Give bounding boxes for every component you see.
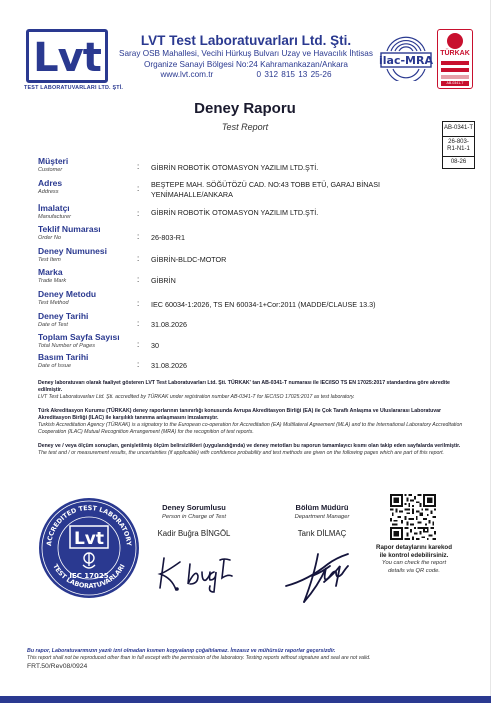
field-test-item-value: GİBRİN-BLDC-MOTOR <box>151 255 227 264</box>
svg-text:TEST LABORATUVARLARI: TEST LABORATUVARLARI <box>51 562 127 591</box>
report-codes-box <box>442 121 475 169</box>
signature-subtitle: Department Manager <box>294 514 350 520</box>
note-results: Deney ve / veya ölçüm sonuçları, genişletilmiş ölçüm belirsizlikleri (uygulandığında) ve deney metotları bu raporun tamamlayıcı kısmı olan takip eden sayfalarda verilmiştir. The test and / or measurement results, the uncertainties (if applicable) with confidence probability and test methods are given on the following pages which are part of this report. <box>38 443 461 456</box>
field-address-value: BEŞTEPE MAH. SÖĞÜTÖZÜ CAD. NO:43 TOBB ETÜ, GARAJ BİNASI YENİMAHALLE/ANKARA <box>151 180 380 199</box>
field-issue-date-value: 31.08.2026 <box>151 361 187 370</box>
company-address-line2: Organize Sanayi Bölgesi No:24 Kahramankazan/Ankara <box>144 59 348 69</box>
note-accreditation: Deney laboratuvarı olarak faaliyet gösteren LVT Test Laboratuvarları Ltd. Şti. TÜRKAK' tan AB-0341-T numarası ile IEC/ISO TS EN 17025:2017 standardına göre akredite edilmiştir. LVT Test Laboratuvarları Ltd. Şti. accredited by TÜRKAK under registration number AB-0341-T for IEC/ISO 17025:2017 as test laboratory. <box>38 380 450 400</box>
signatory-name: Kadir Buğra BİNGÖL <box>157 529 231 538</box>
footer-warning-en: This report shall not be reproduced other than in full except with the permission of the laboratory. Testing reports without signature and seal are not valid. <box>27 655 371 661</box>
signature-title: Deney Sorumlusu <box>162 503 226 512</box>
company-name: LVT Test Laboratuvarları Ltd. Şti. <box>140 33 352 48</box>
company-address-line1: Saray OSB Mahallesi, Vecihi Hürkuş Bulvarı Uzay ve Havacılık İhtisas <box>119 49 373 58</box>
qr-caption-tr: Rapor detaylarını karekod ile kontrol edebilirsiniz. <box>376 544 452 559</box>
company-phone: 0 312 815 13 25-26 <box>256 70 332 79</box>
field-test-date-value: 31.08.2026 <box>151 320 187 329</box>
report-date-code: 08-26 <box>443 156 474 169</box>
signature-block-department-manager <box>267 503 377 538</box>
note-recognition: Türk Akreditasyon Kurumu (TÜRKAK) deney raporlarının tanınırlığı konusunda Avrupa Akreditasyon Birliği (EA) ile Çok Taraflı Anlaşma ve Uluslararası Laboratuvar Akreditasyon Birliği (ILAC) ile karşılıklı tanınma anlaşmasını imzalamıştır. Turkish Accreditation Agency (TÜRKAK) is a signatory to the European co-operation for Accreditation (EA) Multilateral Agreement (MLA) and to the International Laboratory Accreditation Cooperation (ILAC) Mutual Recognition Arrangement (MRA) for the recognition of test reports. <box>38 408 463 435</box>
turkak-emblem-icon <box>447 33 463 49</box>
qr-code-caption <box>376 544 452 575</box>
ilac-mra-logo <box>379 29 433 81</box>
signature-subtitle: Person in Charge of Test <box>162 514 226 520</box>
laboratory-seal-stamp <box>37 496 141 600</box>
handwritten-signature-1 <box>150 552 240 594</box>
signature-title: Bölüm Müdürü <box>295 503 349 512</box>
svg-text:ACCREDITED TEST LABORATORY: ACCREDITED TEST LABORATORY <box>45 503 133 547</box>
company-info <box>118 33 374 81</box>
footer-warning-tr: Bu rapor, Laboratuvarımızın yazılı izni olmadan kısmen kopyalanıp çoğaltılamaz. İmzasız ve mühürsüz raporlar geçersizdir. <box>27 648 336 654</box>
accreditation-notes <box>38 380 470 464</box>
field-test-method-value: IEC 60034-1:2026, TS EN 60034-1+Cor:2011 (MADDE/CLAUSE 13.3) <box>151 300 376 309</box>
accreditation-code: AB-0341-T <box>444 125 474 131</box>
lvt-logo-subtitle: TEST LABORATUVARLARI LTD. ŞTİ. <box>24 85 124 91</box>
signatory-name: Tarık DİLMAÇ <box>297 529 347 538</box>
field-customer-value: GİBRİN ROBOTİK OTOMASYON YAZILIM LTD.ŞTİ. <box>151 163 319 172</box>
field-manufacturer-value: GİBRİN ROBOTİK OTOMASYON YAZILIM LTD.ŞTİ. <box>151 208 319 217</box>
company-contact <box>118 70 374 81</box>
svg-text:IEC 17025: IEC 17025 <box>69 572 109 580</box>
field-trade-mark-value: GİBRİN <box>151 276 176 285</box>
company-website[interactable]: www.lvt.com.tr <box>160 70 214 79</box>
handwritten-signature-2 <box>278 546 360 606</box>
report-title <box>150 100 340 132</box>
field-order-no-value: 26-803-R1 <box>151 233 185 242</box>
form-code: FRT.50/Rev08/0924 <box>27 663 88 670</box>
report-title-en: Test Report <box>221 122 269 132</box>
footer-color-bar <box>0 696 491 703</box>
lvt-logo: Lvt TEST LABORATUVARLARI LTD. ŞTİ. <box>24 27 110 93</box>
svg-text:ilac-MRA: ilac-MRA <box>379 54 433 67</box>
report-title-tr: Deney Raporu <box>194 100 296 117</box>
report-page: Lvt TEST LABORATUVARLARI LTD. ŞTİ. LVT Test Laboratuvarları Ltd. Şti. Saray OSB Mahallesi, Vecihi Hürkuş Bulvarı Uzay ve Havacılık İhtisas Organize Sanayi Bölgesi No:24 Kahramankazan/Ankara www.lvt.com.tr 0 312 815 13 25-26 ilac-MRA TÜRKAK AB-0341-T Deney Raporu Test Report AB-0341-T 26-803-R1-N1-1 08-26 Müşteri Customer : GİBRİN ROBOTİK OTOMASYON YAZILIM LTD.ŞTİ. Adres Address : BEŞTEPE MAH. SÖĞÜTÖZÜ CAD. NO:43 TOBB ETÜ, GARAJ BİNASI YENİMAHALLE/ANKARA İmalatçı Manufacturer : GİBRİN ROBOTİK OTOMASYON YAZILIM LTD.ŞTİ. Teklif Numarası Order No : 26-803-R1 Deney Numunesi Test Item : GİBRİN-BLDC-MOTOR Marka Trade Mark : GİBRİN Deney Metodu Test Method : IEC 60034-1:2026, TS EN 60034-1+Cor:2011 (MADDE/CLAUSE 13.3) Deney Tarihi Date of Test : 31.08.2026 Toplam Sayfa Sayısı Total Number of Pages : 30 Basım Tarihi Date of Issue : 31.08.2026 Deney laboratuvarı olarak faaliyet gösteren LVT Test Laboratuvarları Ltd. Şti. TÜRKAK' tan AB-0341-T numarası ile IEC/ISO TS EN 17025:2017 standardına göre akredite edilmiştir. LVT Test Laboratuvarları Ltd. Şti. accredited by TÜRKAK under registration number AB-0341-T for IEC/ISO 17025:2017 as test laboratory. Türk Akreditasyon Kurumu (TÜRKAK) deney raporlarının tanınırlığı konusunda Avrupa Akreditasyon Birliği (EA) ile Çok Taraflı Anlaşma ve Uluslararası Laboratuvar Akreditasyon Birliği (ILAC) ile karşılıklı tanınma anlaşmasını imzalamıştır. Turkish Accreditation Agency (TÜRKAK) is a signatory to the European co-operation for Accreditation (EA) Multilateral Agreement (MLA) and to the International Laboratory Accreditation Cooperation (ILAC) Mutual Recognition Arrangement (MRA) for the recognition of test reports. Deney ve / veya ölçüm sonuçları, genişletilmiş ölçüm belirsizlikleri (uygulandığında) ve deney metotları bu raporun tamamlayıcı kısmı olan takip eden sayfalarda verilmiştir. The test and / or measurement results, the uncertainties (if applicable) with confidence probability and test methods are given on the following pages which are part of this report. ACCREDITED TEST LABORATORY TEST LABORATUVARLARI Lvt IEC 17025 Deney Sorumlusu Person in Charge of Test Kadir Buğra BİNGÖL Bölüm Müdürü Department Manager Tarık DİLMAÇ Rapor detaylarını karekod ile kontrol edebilirsiniz. You can check the report details via QR code. Bu rapor, Laboratuvarımızın yazılı izni olmadan kısmen kopyalanıp çoğaltılamaz. İmzasız ve mühürsüz raporlar geçersizdir. This report shall not be reproduced other than in full except with the permission of the laboratory. Testing reports without signature and seal are not valid. FRT.50/Rev08/0924 <box>0 0 491 703</box>
report-qr-code[interactable] <box>390 494 436 540</box>
qr-caption-en: You can check the report details via QR code. <box>381 560 447 574</box>
report-footer <box>27 648 477 671</box>
turkak-logo: TÜRKAK AB-0341-T <box>437 29 473 89</box>
field-page-count-value: 30 <box>151 341 159 350</box>
report-number: 26-803-R1-N1-1 <box>443 136 474 156</box>
signature-block-test-responsible <box>142 503 246 538</box>
svg-text:Lvt: Lvt <box>73 529 105 549</box>
